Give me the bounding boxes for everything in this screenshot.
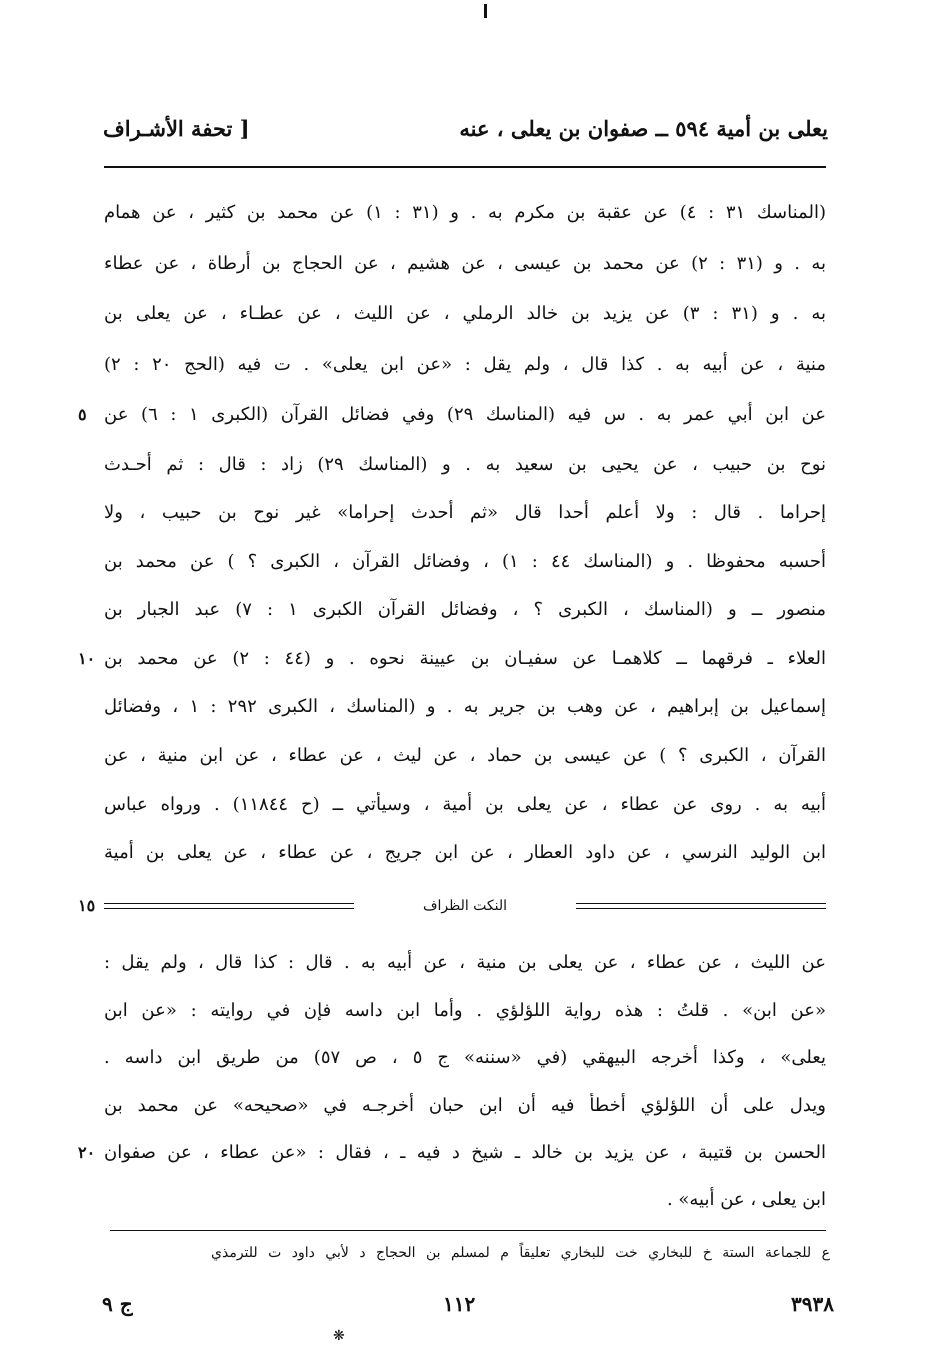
note-text-line: يعلى» ، وكذا أخرجه البيهقي (في «سننه» ج ٥ ، ص ٥٧) من طريق ابن داسه . (104, 1047, 826, 1068)
page-number: ١١٢ (443, 1292, 476, 1316)
main-text-line: إسماعيل بن إبراهيم ، عن وهب بن جرير به . و (المناسك ، الكبرى ٢٩٢ : ١ ، وفضائل (104, 696, 826, 717)
running-head-book: [ تحفة الأشـراف (103, 116, 250, 141)
separator-label: النكت الظراف (422, 898, 508, 914)
line-number: ١٠ (78, 649, 96, 668)
abbreviation-key: ع للجماعة الستة خ للبخاري خت للبخاري تعليقاً م لمسلم بن الحجاج د لأبي داود ت للترمذي (211, 1245, 830, 1261)
note-text-line: ابن يعلى ، عن أبيه» . (666, 1189, 826, 1210)
top-tick-mark (484, 4, 487, 18)
footer-rule (110, 1230, 826, 1231)
note-text-line: عن الليث ، عن عطاء ، عن يعلى بن منية ، عن أبيه به . قال : كذا قال ، ولم يقل : (104, 952, 826, 973)
running-head-title: يعلى بن أمية ٥٩٤ ــ صفوان بن يعلى ، عنه (459, 116, 828, 141)
main-text-line: عن ابن أبي عمر به . س فيه (المناسك ٢٩) وفي فضائل القرآن (الكبرى ١ : ٦) عن (104, 404, 826, 425)
ornament-icon: ❋ (333, 1328, 345, 1344)
main-text-line: إحراما . قال : ولا أعلم أحدا قال «ثم أحدث إحراما» غير نوح بن حبيب ، ولا (104, 502, 826, 523)
main-text-line: أحسبه محفوظا . و (المناسك ٤٤ : ١) ، وفضائل القرآن ، الكبرى ؟ ) عن محمد بن (104, 551, 826, 572)
main-text-line: منصور ــ و (المناسك ، الكبرى ؟ ، وفضائل القرآن الكبرى ١ : ٧) عبد الجبار بن (104, 599, 826, 620)
line-number: ٢٠ (78, 1143, 96, 1162)
note-text-line: «عن ابن» . قلتُ : هذه رواية اللؤلؤي . وأما ابن داسه فإن في روايته : «عن ابن (104, 1000, 826, 1021)
main-text-line: منية ، عن أبيه به . كذا قال ، ولم يقل : «عن ابن يعلى» . ت فيه (الحج ٢٠ : ٢) (104, 354, 826, 375)
main-text-line: نوح بن حبيب ، عن يحيى بن سعيد به . و (المناسك ٢٩) زاد : قال : ثم أحـدث (104, 454, 826, 475)
header-rule (104, 166, 826, 168)
main-text-line: القرآن ، الكبرى ؟ ) عن عيسى بن حماد ، عن ليث ، عن عطاء ، عن ابن منية ، عن (104, 745, 826, 766)
main-text-line: ابن الوليد النرسي ، عن داود العطار ، عن ابن جريج ، عن عطاء ، عن يعلى بن أمية (104, 842, 826, 863)
section-separator (104, 894, 826, 918)
main-text-line: به . و (٣١ : ٣) عن يزيد بن خالد الرملي ، عن الليث ، عن عطـاء ، عن يعلى بن (104, 303, 826, 324)
volume-number: ج ٩ (102, 1292, 133, 1316)
line-number: ٥ (78, 405, 87, 424)
main-text-line: (المناسك ٣١ : ٤) عن عقبة بن مكرم به . و (٣١ : ١) عن محمد بن كثير ، عن همام (104, 202, 826, 223)
main-text-line: به . و (٣١ : ٢) عن محمد بن عيسى ، عن هشيم ، عن الحجاج بن أرطاة ، عن عطاء (104, 253, 826, 274)
hadith-number: ٣٩٣٨ (791, 1292, 834, 1316)
note-text-line: الحسن بن قتيبة ، عن يزيد بن خالد ـ شيخ د فيه ـ ، فقال : «عن عطاء ، عن صفوان (104, 1142, 826, 1163)
line-number: ١٥ (78, 896, 96, 915)
main-text-line: العلاء ـ فرقهما ــ كلاهمـا عن سفيـان بن عيينة نحوه . و (٤٤ : ٢) عن محمد بن (104, 648, 826, 669)
main-text-line: أبيه به . روى عن عطاء ، عن يعلى بن أمية ، وسيأتي ــ (ح ١١٨٤٤) . ورواه عباس (104, 794, 826, 815)
note-text-line: ويدل على أن اللؤلؤي أخطأ فيه أن ابن حبان أخرجـه في «صحيحه» عن محمد بن (104, 1095, 826, 1116)
